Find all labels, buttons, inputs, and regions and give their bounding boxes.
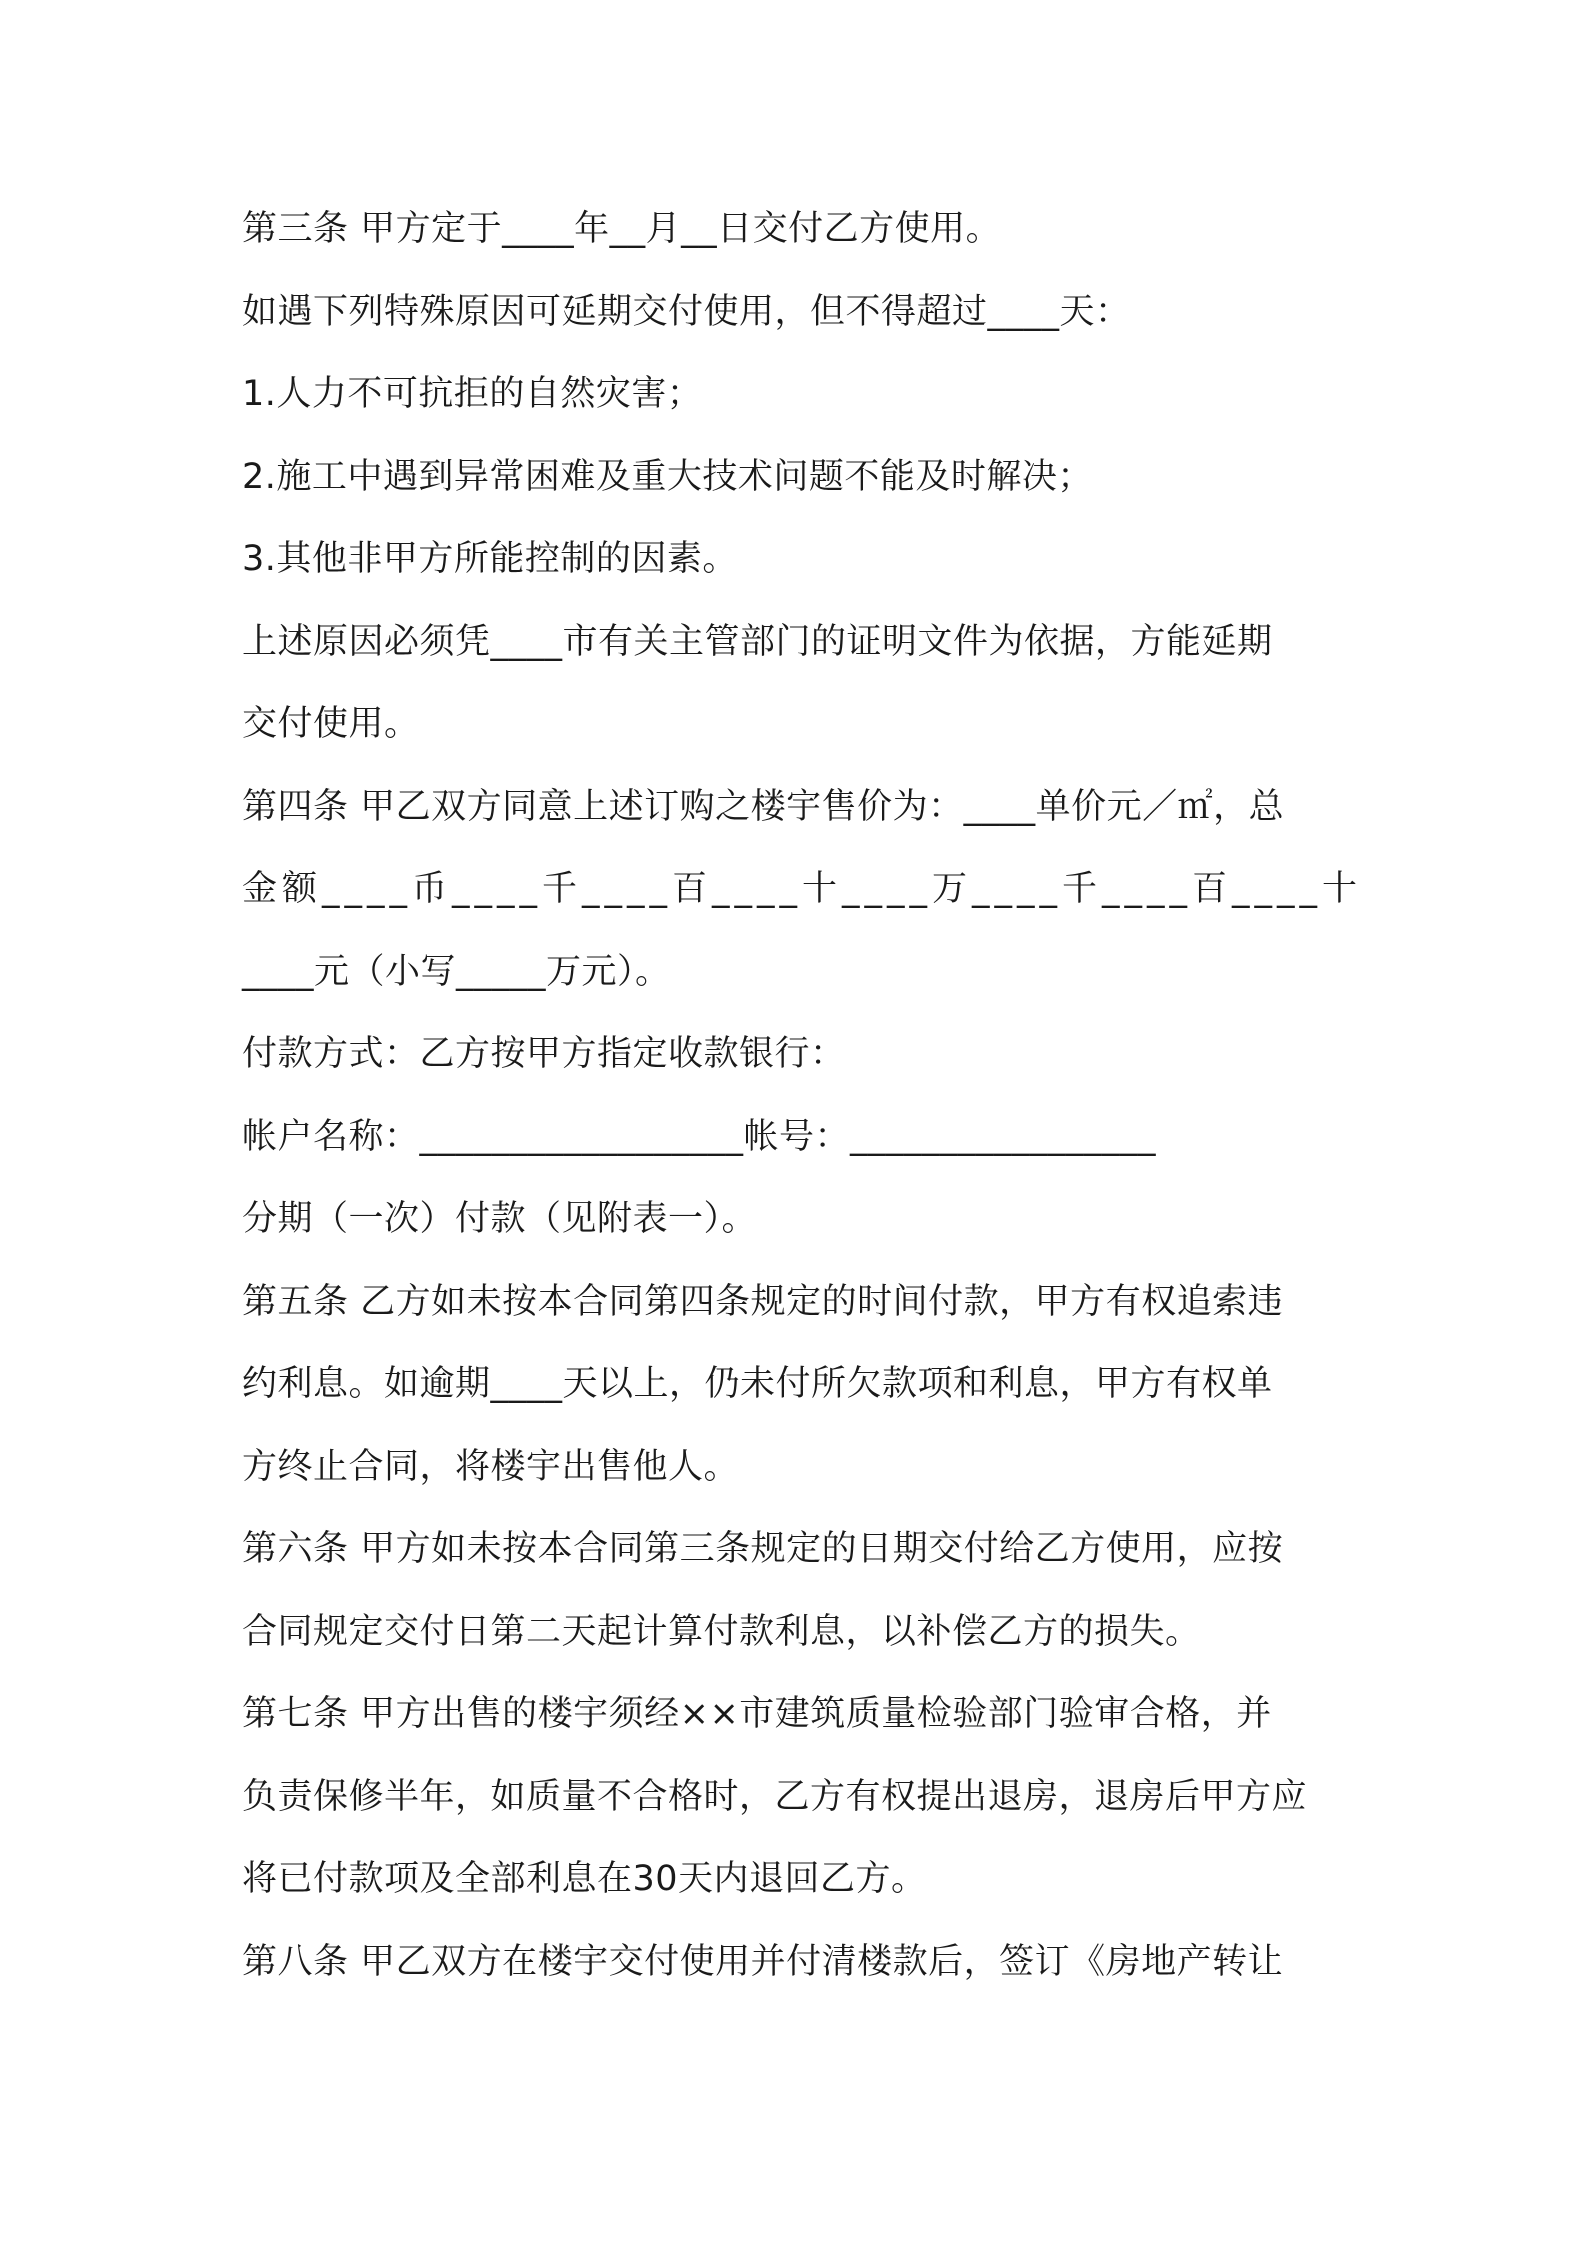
delay-conditions: 如遇下列特殊原因可延期交付使用，但不得超过____天：: [242, 292, 1131, 332]
clause-7-end: 将已付款项及全部利息在30天内退回乙方。: [242, 1859, 927, 1899]
payment-method: 付款方式：乙方按甲方指定收款银行：: [242, 1034, 846, 1074]
delay-proof: 上述原因必须凭____市有关主管部门的证明文件为依据，方能延期: [242, 622, 1273, 662]
delay-proof-cont: 交付使用。: [242, 704, 420, 744]
clause-5-cont: 约利息。如逾期____天以上，仍未付所欠款项和利息，甲方有权单: [242, 1364, 1273, 1404]
delay-reason-2: 2.施工中遇到异常困难及重大技术问题不能及时解决；: [242, 457, 1093, 497]
delay-reason-1: 1.人力不可抗拒的自然灾害；: [242, 374, 703, 414]
clause-4-amount-small: ____元（小写_____万元）。: [242, 952, 671, 992]
installment-note: 分期（一次）付款（见附表一）。: [242, 1199, 758, 1239]
clause-7: 第七条 甲方出售的楼宇须经××市建筑质量检验部门验审合格，并: [242, 1694, 1272, 1734]
clause-5: 第五条 乙方如未按本合同第四条规定的时间付款，甲方有权追索违: [242, 1282, 1284, 1322]
clause-5-end: 方终止合同，将楼宇出售他人。: [242, 1447, 740, 1487]
delay-reason-3: 3.其他非甲方所能控制的因素。: [242, 539, 738, 579]
clause-8: 第八条 甲乙双方在楼宇交付使用并付清楼款后，签订《房地产转让: [242, 1942, 1284, 1982]
clause-7-cont: 负责保修半年，如质量不合格时，乙方有权提出退房，退房后甲方应: [242, 1777, 1308, 1817]
clause-6: 第六条 甲方如未按本合同第三条规定的日期交付给乙方使用，应按: [242, 1529, 1284, 1569]
clause-6-cont: 合同规定交付日第二天起计算付款利息，以补偿乙方的损失。: [242, 1612, 1201, 1652]
clause-4-price: 第四条 甲乙双方同意上述订购之楼宇售价为：____单价元／㎡，总: [242, 787, 1285, 827]
clause-4-total-amount: 金额____币____千____百____十____万____千____百____十: [242, 869, 1363, 909]
bank-account: 帐户名称：__________________帐号：_________________: [242, 1117, 1157, 1157]
clause-3-date: 第三条 甲方定于____年__月__日交付乙方使用。: [242, 209, 1002, 249]
